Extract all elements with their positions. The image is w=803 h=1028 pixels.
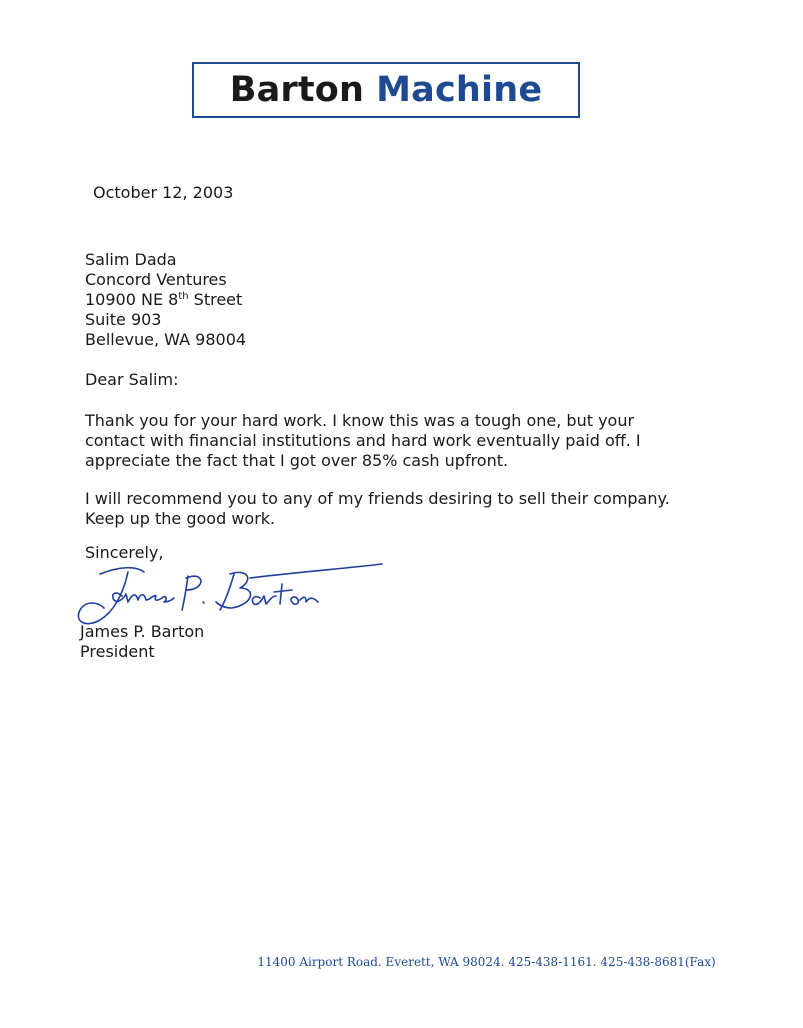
footer-address	[0, 955, 803, 969]
footer-text: 11400 Airport Road. Everett, WA 98024. 425-438-1161. 425-438-8681(Fax)	[257, 955, 716, 969]
logo-word-barton: Barton	[229, 70, 365, 110]
recipient-company: Concord Ventures	[85, 270, 227, 289]
paragraph-line: I will recommend you to any of my friends desiring to sell their company.	[85, 489, 670, 508]
street-number: 10900 NE 8	[85, 290, 179, 309]
recipient-suite: Suite 903	[85, 310, 162, 329]
salutation: Dear Salim:	[85, 370, 179, 389]
recipient-street	[85, 290, 246, 310]
signer-title: President	[80, 642, 155, 661]
paragraph-line: Keep up the good work.	[85, 509, 276, 528]
recipient-name: Salim Dada	[85, 250, 177, 269]
paragraph-line: contact with financial institutions and hard work eventually paid off. I	[85, 431, 641, 450]
letterhead-logo	[192, 62, 580, 118]
body-paragraph-1	[85, 411, 641, 471]
signer-name: James P. Barton	[80, 622, 205, 641]
street-name: Street	[188, 290, 243, 309]
recipient-city: Bellevue, WA 98004	[85, 330, 247, 349]
paragraph-line: appreciate the fact that I got over 85% cash upfront.	[85, 451, 509, 470]
body-paragraph-2	[85, 489, 670, 529]
street-ordinal: th	[178, 291, 189, 302]
recipient-address	[85, 250, 246, 350]
paragraph-line: Thank you for your hard work. I know this was a tough one, but your	[85, 411, 635, 430]
logo-word-machine: Machine	[376, 70, 543, 110]
letter-date: October 12, 2003	[93, 183, 234, 202]
closing: Sincerely,	[85, 543, 164, 562]
